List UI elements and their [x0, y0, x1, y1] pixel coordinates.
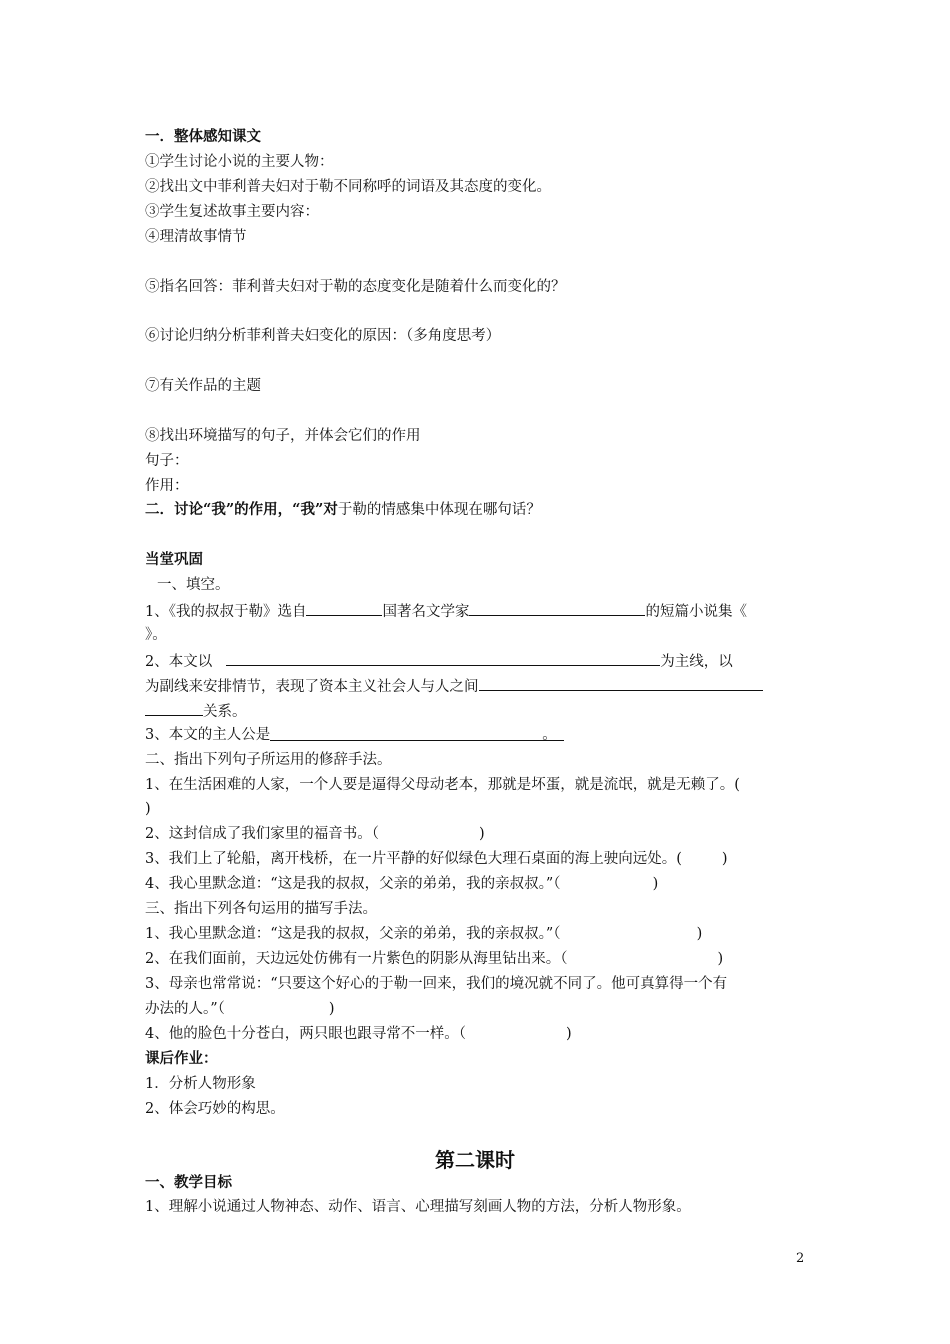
item-2: ②找出文中菲利普夫妇对于勒不同称呼的词语及其态度的变化。	[145, 179, 551, 195]
homework-1: 1．分析人物形象	[145, 1076, 256, 1092]
description-1	[145, 924, 702, 944]
section2-bold: 二．讨论“我”的作用，“我”对	[145, 501, 338, 518]
fill1-text-a: 1、《我的叔叔于勒》选自	[145, 604, 307, 620]
lesson2-title: 第二课时	[435, 1148, 515, 1172]
goal-title: 一、教学目标	[145, 1174, 232, 1191]
fill1-text-b: 国著名文学家	[382, 604, 470, 620]
description-3-close: )	[328, 1001, 335, 1017]
fill1-blank-country[interactable]	[306, 600, 382, 616]
fill-title: 一、填空。	[157, 577, 230, 593]
fill1-close: 》。	[145, 627, 167, 643]
section2-question	[145, 500, 541, 520]
item-7: ⑦有关作品的主题	[145, 378, 261, 394]
fill2-blank-relation-cont[interactable]	[145, 700, 203, 716]
fill-question-3	[145, 725, 564, 745]
fill3-text-b: 。	[542, 727, 557, 743]
fill-question-2-end	[145, 700, 247, 722]
rhetoric-2-text: 2、这封信成了我们家里的福音书。（	[145, 826, 379, 842]
page-number: 2	[796, 1251, 805, 1266]
rhetoric-4-text: 4、我心里默念道：“这是我的叔叔，父亲的弟弟，我的亲叔叔。”（	[145, 876, 561, 892]
rhetoric-1: 1、在生活困难的人家，一个人要是逼得父母动老本，那就是坏蛋，就是流氓，就是无赖了。(	[145, 777, 740, 793]
description-1-text: 1、我心里默念道：“这是我的叔叔，父亲的弟弟，我的亲叔叔。”（	[145, 926, 561, 942]
item-4: ④理清故事情节	[145, 229, 247, 245]
description-title: 三、指出下列各句运用的描写手法。	[145, 901, 377, 917]
rhetoric-4	[145, 874, 658, 894]
item-5: ⑤指名回答：菲利普夫妇对于勒的态度变化是随着什么而变化的？	[145, 279, 566, 295]
homework-2: 2、体会巧妙的构思。	[145, 1101, 285, 1117]
fill1-text-c: 的短篇小说集《	[645, 604, 747, 620]
description-4	[145, 1024, 572, 1044]
description-2-close: )	[717, 951, 724, 967]
sentence-label: 句子：	[145, 453, 189, 469]
effect-label: 作用：	[145, 478, 189, 494]
section1-title: 一．整体感知课文	[145, 128, 261, 145]
description-2-text: 2、在我们面前，天边远处仿佛有一片紫色的阴影从海里钻出来。（	[145, 951, 568, 967]
fill2-blank-relation[interactable]	[479, 675, 763, 691]
consolidate-title: 当堂巩固	[145, 551, 203, 568]
homework-title: 课后作业：	[145, 1050, 218, 1067]
fill3-blank-protagonist[interactable]	[270, 725, 564, 741]
rhetoric-3	[145, 849, 728, 869]
rhetoric-3-close: )	[721, 851, 728, 867]
description-4-text: 4、他的脸色十分苍白，两只眼也跟寻常不一样。（	[145, 1026, 466, 1042]
goal-1: 1、理解小说通过人物神态、动作、语言、心理描写刻画人物的方法，分析人物形象。	[145, 1199, 691, 1215]
item-1: ①学生讨论小说的主要人物：	[145, 154, 334, 170]
description-3: 3、母亲也常常说：“只要这个好心的于勒一回来，我们的境况就不同了。他可真算得一个有	[145, 976, 728, 992]
rhetoric-4-close: )	[652, 876, 659, 892]
item-3: ③学生复述故事主要内容：	[145, 204, 319, 220]
fill2-text-d: 关系。	[203, 704, 247, 720]
rhetoric-3-text: 3、我们上了轮船，离开栈桥，在一片平静的好似绿色大理石桌面的海上驶向远处。(	[145, 851, 682, 867]
item-6: ⑥讨论归纳分析菲利普夫妇变化的原因：（多角度思考）	[145, 328, 501, 344]
section2-rest: 于勒的情感集中体现在哪句话？	[337, 502, 541, 518]
description-3-cont	[145, 999, 335, 1019]
fill2-text-a: 2、本文以	[145, 654, 213, 670]
fill-question-2	[145, 650, 733, 672]
description-4-close: )	[565, 1026, 572, 1042]
fill1-blank-author[interactable]	[469, 600, 645, 616]
item-8: ⑧找出环境描写的句子，并体会它们的作用	[145, 428, 421, 444]
description-3b-text: 办法的人。”（	[145, 1001, 225, 1017]
fill-question-1	[145, 600, 747, 622]
rhetoric-2-close: )	[478, 826, 485, 842]
description-1-close: )	[696, 926, 703, 942]
fill2-text-b: 为主线，以	[660, 654, 733, 670]
description-2	[145, 949, 723, 969]
rhetoric-2	[145, 824, 485, 844]
fill3-text-a: 3、本文的主人公是	[145, 727, 271, 743]
rhetoric-1-close: )	[145, 801, 151, 817]
fill2-blank-mainline[interactable]	[226, 650, 660, 666]
fill-question-2-cont	[145, 675, 763, 697]
fill2-text-c: 为副线来安排情节，表现了资本主义社会人与人之间	[145, 679, 479, 695]
rhetoric-title: 二、指出下列句子所运用的修辞手法。	[145, 752, 392, 768]
